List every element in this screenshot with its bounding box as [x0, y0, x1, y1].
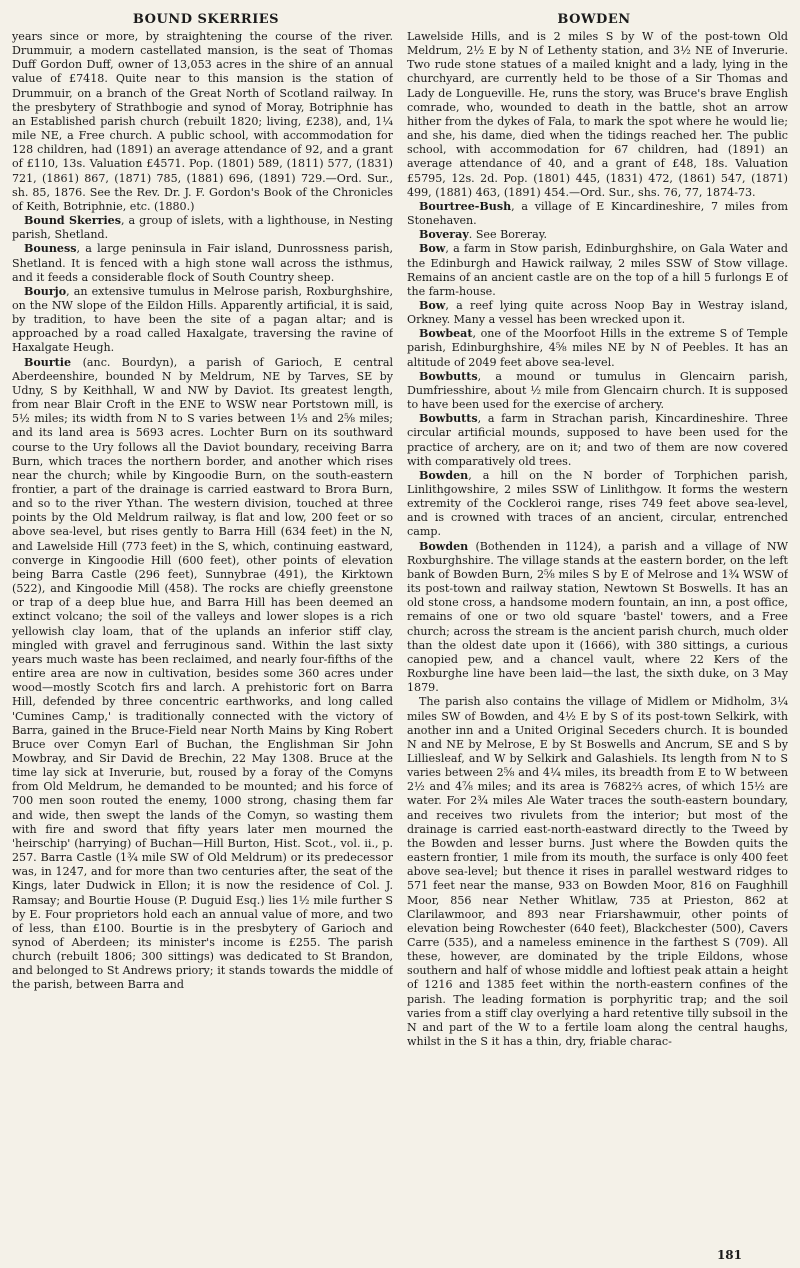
entry-headword: Bourjo [24, 284, 67, 298]
entry-bowden-hill: Bowden, a hill on the N border of Torphichen parish, Linlithgowshire, 2 miles SSW of Linlithgow. It forms the western extremity of the Cockleroi range, rises 749 feet above sea-level, and is crowned with traces of an ancient, circular, entrenched camp. [407, 468, 788, 539]
entry-headword: Boveray [419, 228, 469, 242]
entry-headword: Bowbutts [419, 412, 478, 426]
entry-headword: Bowden [419, 468, 469, 482]
paragraph: The parish also contains the village of Midlem or Midholm, 3¼ miles SW of Bowden, and 4½ E by S of its post-town Selkirk, with another inn and a United Original Seceders church. It is bounded N and NE by Melrose, E by St Boswells and Ancrum, SE and S by Lilliesleaf, and W by Selkirk and Galashiels. Its length from N to S varies between 2⅝ and 4¼ miles, its breadth from E to W between 2½ and 4⅞ miles; and its area is 7682⅔ acres, of which 15½ are water. For 2¾ miles Ale Water traces the south-eastern boundary, and receives two rivulets from the interior; but most of the drainage is carried east-north-eastward directly to the Tweed by the Bowden and lesser burns. Just where the Bowden quits the eastern frontier, 1 mile from its mouth, the surface is only 400 feet above sea-level; but thence it rises in parallel westward ridges to 571 feet near the manse, 933 on Bowden Moor, 816 on Faughhill Moor, 856 near Nether Whitlaw, 735 at Prieston, 862 at Clarilawmoor, and 893 near Friarshawmuir, other points of elevation being Rowchester (640 feet), Blackchester (500), Cavers Carre (535), and a nameless eminence in the farthest S (709). All these, however, are dominated by the triple Eildons, whose southern and half of whose middle and loftiest peak attain a height of 1216 and 1385 feet within the north-eastern confines of the parish. The leading formation is porphyritic trap; and the soil varies from a stiff clay overlying a hard retentive tilly subsoil in the N and part of the W to a fertile loam along the central haughs, whilst in the S it has a thin, dry, friable charac- [407, 695, 788, 1049]
entry-bow-farm: Bow, a farm in Stow parish, Edinburghshire, on Gala Water and the Edinburgh and Hawick railway, 2 miles SSW of Stow village. Remains of an ancient castle are on the top of a hill 5 furlongs E of the farm-house. [407, 242, 788, 298]
header-right: BOWDEN [557, 11, 631, 27]
entry-bowbeat: Bowbeat, one of the Moorfoot Hills in the extreme S of Temple parish, Edinburghshire, 4⅝ miles NE by N of Peebles. It has an altitude of 2049 feet above sea-level. [407, 327, 788, 369]
entry-headword: Bourtree-Bush [419, 199, 512, 213]
entry-headword: Bowbeat [419, 327, 473, 341]
entry-bowbutts-mound: Bowbutts, a mound or tumulus in Glencairn parish, Dumfriesshire, about ½ mile from Glencairn church. It is supposed to have been used for the exercise of archery. [407, 369, 788, 412]
entry-bound-skerries: Bound Skerries, a group of islets, with a lighthouse, in Nesting parish, Shetland. [12, 214, 393, 242]
entry-headword: Bound Skerries [24, 214, 121, 228]
entry-bourtie: Bourtie (anc. Bourdyn), a parish of Garioch, E central Aberdeenshire, bounded N by Meldrum, NE by Tarves, SE by Udny, S by Keithhall, W and NW by Daviot. Its greatest length, from near Blair Croft in the ENE to WSW near Portstown mill, is 5½ miles; its width from N to S varies between 1⅓ and 2⅝ miles; and its land area is 5693 acres. Lochter Burn on its southward course to the Ury follows all the Daviot boundary, receiving Barra Burn, which traces the northern border, and another which rises near the church; while by Kingoodie Burn, on the south-eastern frontier, a part of the drainage is carried eastward to Brora Burn, and so to the river Ythan. The western division, touched at three points by the Old Meldrum railway, is flat and low, 200 feet or so above sea-level, but rises gently to Barra Hill (634 feet) in the N, and Lawelside Hill (773 feet) in the S, which, continuing eastward, converge in Kingoodie Hill (600 feet), other points of elevation being Barra Castle (296 feet), Sunnybrae (491), the Kirktown (522), and Kingoodie Mill (458). The rocks are chiefly greenstone or trap of a deep blue hue, and Barra Hill has been deemed an extinct volcano; the soil of the valleys and lower slopes is a rich yellowish clay loam, that of the uplands an inferior stiff clay, mingled with gravel and ferruginous sand. Within the last sixty years much waste has been reclaimed, and nearly four-fifths of the entire area are now in cultivation, besides some 360 acres under wood—mostly Scotch firs and larch. A prehistoric fort on Barra Hill, defended by three concentric earthworks, and long called 'Cumines Camp,' is traditionally connected with the victory of Barra, gained in the Bruce-Field near North Mains by King Robert Bruce over Comyn Earl of Buchan, the Englishman Sir John Mowbray, and Sir David de Brechin, 22 May 1308. Bruce at the time lay sick at Inverurie, but, roused by a foray of the Comyns from Old Meldrum, he demanded to be mounted; and his force of 700 men soon routed the enemy, 1000 strong, chasing them far and wide, then swept the lands of the Comyn, so wasting them with fire and sword that fifty years later men mourned the 'heirschip' (harrying) of Buchan—Hill Burton, Hist. Scot., vol. ii., p. 257. Barra Castle (1¾ mile SW of Old Meldrum) or its predecessor was, in 1247, and for more than two centuries after, the seat of the Kings, later Dudwick in Ellon; it is now the residence of Col. J. Ramsay; and Bourtie House (P. Duguid Esq.) lies 1½ mile further S by E. Four proprietors hold each an annual value of more, and two of less, than £100. Bourtie is in the presbytery of Garioch and synod of Aberdeen; its minister's income is £255. The parish church (rebuilt 1806; 300 sittings) was dedicated to St Brandon, and belonged to St Andrews priory; it stands towards the middle of the parish, between Barra and [12, 355, 393, 992]
page-number: 181 [716, 1248, 742, 1262]
entry-bowden-parish: Bowden (Bothenden in 1124), a parish and a village of NW Roxburghshire. The village stands at the eastern border, on the left bank of Bowden Burn, 2⅝ miles S by E of Melrose and 1¾ WSW of its post-town and railway station, Newtown St Boswells. It has an old stone cross, a handsome modern fountain, an inn, a post office, remains of one or two old square 'bastel' towers, and a Free church; across the stream is the ancient parish church, much older than the oldest date upon it (1666), with 380 sittings, a curious canopied pew, and a chancel vault, where 22 Kers of the Roxburghe line have been laid—the last, the sixth duke, on 3 May 1879. [407, 539, 788, 695]
right-column [407, 30, 788, 1240]
entry-bow-reef: Bow, a reef lying quite across Noop Bay in Westray island, Orkney. Many a vessel has been wrecked upon it. [407, 298, 788, 327]
paragraph: Lawelside Hills, and is 2 miles S by W of the post-town Old Meldrum, 2½ E by N of Lethenty station, and 3½ NE of Inverurie. Two rude stone statues of a mailed knight and a lady, lying in the churchyard, are currently held to be those of a Sir Thomas and Lady de Longueville. He, runs the story, was Bruce's brave English comrade, who, wounded to death in the battle, shot an arrow hither from the dykes of Fala, to mark the spot where he would lie; and she, his dame, died when the tidings reached her. The public school, with accommodation for 67 children, had (1891) an average attendance of 40, and a grant of £48, 18s. Valuation £5795, 12s. 2d. Pop. (1801) 445, (1831) 472, (1861) 547, (1871) 499, (1881) 463, (1891) 454.—Ord. Sur., shs. 76, 77, 1874-73. [407, 30, 788, 199]
running-header [12, 8, 788, 30]
entry-headword: Bouness [24, 242, 77, 256]
paragraph: years since or more, by straightening the course of the river. Drummuir, a modern castellated mansion, is the seat of Thomas Duff Gordon Duff, owner of 13,053 acres in the shire of an annual value of £7418. Quite near to this mansion is the station of Drummuir, on a branch of the Great North of Scotland railway. In the presbytery of Strathbogie and synod of Moray, Botriphnie has an Established parish church (rebuilt 1820; living, £238), and, 1¼ mile NE, a Free church. A public school, with accommodation for 128 children, had (1891) an average attendance of 92, and a grant of £110, 13s. Valuation £4571. Pop. (1801) 589, (1811) 577, (1831) 721, (1861) 867, (1871) 785, (1881) 696, (1891) 729.—Ord. Sur., sh. 85, 1876. See the Rev. Dr. J. F. Gordon's Book of the Chronicles of Keith, Botriphnie, etc. (1880.) [12, 30, 393, 213]
entry-bowbutts-farm: Bowbutts, a farm in Strachan parish, Kincardineshire. Three circular artificial mounds, supposed to have been used for the practice of archery, are on it; and two of them are now covered with comparatively old trees. [407, 412, 788, 468]
entry-bourjo: Bourjo, an extensive tumulus in Melrose parish, Roxburghshire, on the NW slope of the Eildon Hills. Apparently artificial, it is said, by tradition, to have been the site of a pagan altar; and is approached by a road called Haxalgate, traversing the ravine of Haxalgate Heugh. [12, 284, 393, 355]
text-columns [12, 30, 788, 1240]
entry-boveray: Boveray. See Boreray. [419, 228, 548, 242]
entry-bourtree-bush: Bourtree-Bush, a village of E Kincardineshire, 7 miles from Stonehaven. [407, 199, 788, 228]
entry-headword: Bow [419, 298, 446, 312]
entry-headword: Bourtie [24, 355, 83, 369]
entry-headword: Bow [419, 242, 446, 256]
header-left: BOUND SKERRIES [132, 11, 280, 27]
entry-headword: Bowbutts [419, 369, 478, 383]
entry-headword: Bowden [419, 539, 476, 553]
entry-bouness: Bouness, a large peninsula in Fair island, Dunrossness parish, Shetland. It is fenced with a high stone wall across the isthmus, and it feeds a considerable flock of South Country sheep. [12, 242, 393, 284]
left-column [12, 30, 393, 1240]
